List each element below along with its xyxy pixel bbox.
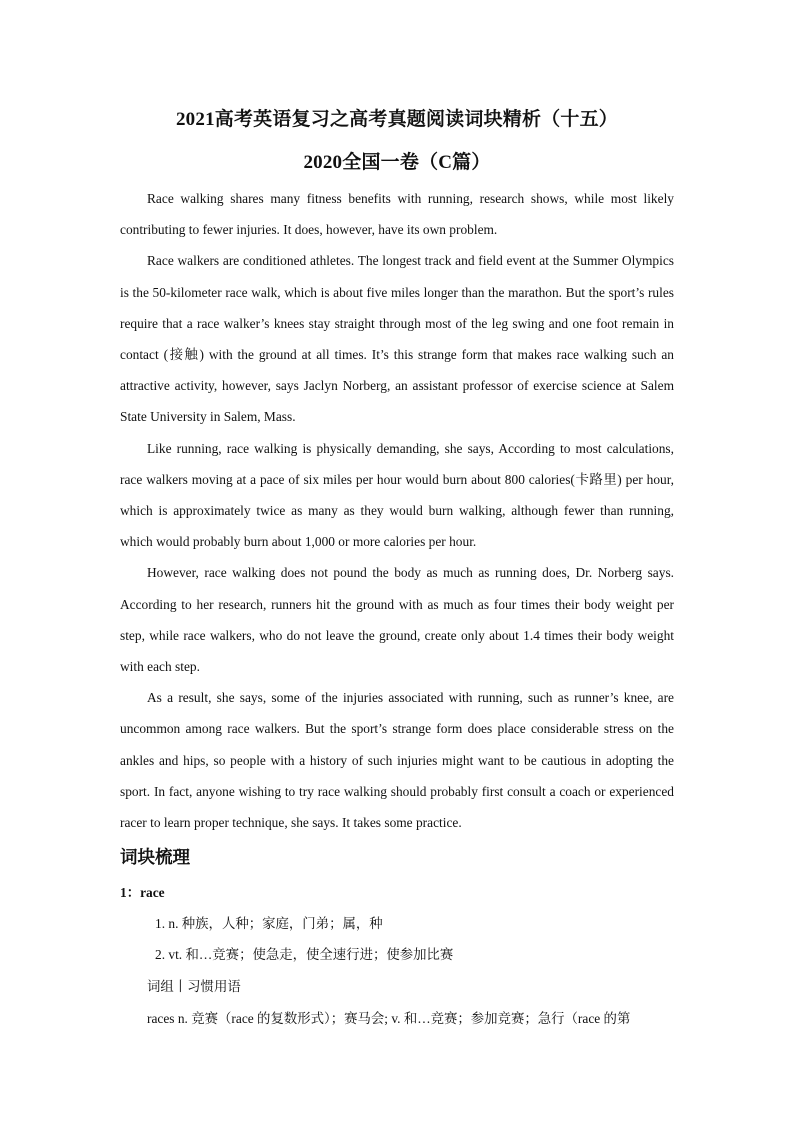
passage-paragraph: Race walkers are conditioned athletes. The longest track and field event at the Summer Olympics is the 50-kilometer race walk, which is about five miles longer than the marathon. But the sport’s rules require that a race walker’s knees stay straight through most of the leg swing and one foot remain in contact (接触) with the ground at all times. It’s this strange form that makes race walking such an attractive activity, however, says Jaclyn Norberg, an assistant professor of exercise science at Salem State University in Salem, Mass. — [120, 253, 674, 425]
vocab-sense: 2. vt. 和…竞赛；使急走，使全速行进；使参加比赛 — [155, 947, 454, 962]
passage-paragraph: However, race walking does not pound the body as much as running does, Dr. Norberg says. According to her research, runners hit the ground with as much as four times their body weight per step, while race walkers, who do not leave the ground, create only about 1.4 times their body weight with each step. — [120, 565, 674, 675]
phrases-label: 词组丨习惯用语 — [147, 979, 241, 994]
vocab-sense: 1. n. 种族，人种；家庭，门弟；属，种 — [155, 916, 383, 931]
passage-paragraph: Race walking shares many fitness benefits with running, research shows, while most likely contributing to fewer injuries. It does, however, have its own problem. — [120, 191, 674, 238]
document-subtitle: 2020全国一卷（C篇） — [303, 152, 491, 173]
passage-paragraph: As a result, she says, some of the injuries associated with running, such as runner’s knee, are uncommon among race walkers. But the sport’s strange form does place considerable stress on the ankles and hips, so people with a history of such injuries might want to be cautious in adopting the sport. In fact, anyone wishing to try race walking should probably first consult a coach or experienced racer to learn proper technique, she says. It takes some practice. — [120, 690, 674, 831]
reading-passage — [120, 183, 674, 838]
passage-paragraph: Like running, race walking is physically demanding, she says, According to most calculations, race walkers moving at a pace of six miles per hour would burn about 800 calories(卡路里) per hour, which is approximately twice as many as they would burn walking, although fewer than running, which would probably burn about 1,000 or more calories per hour. — [120, 440, 674, 550]
vocab-phrase-line: races n. 竞赛（race 的复数形式）；赛马会; v. 和…竞赛；参加竞赛；急行（race 的第 — [147, 1011, 631, 1026]
document-title: 2021高考英语复习之高考真题阅读词块精析（十五） — [175, 109, 618, 130]
section-heading: 词块梳理 — [120, 847, 190, 867]
vocab-headword: 1：race — [120, 885, 165, 900]
